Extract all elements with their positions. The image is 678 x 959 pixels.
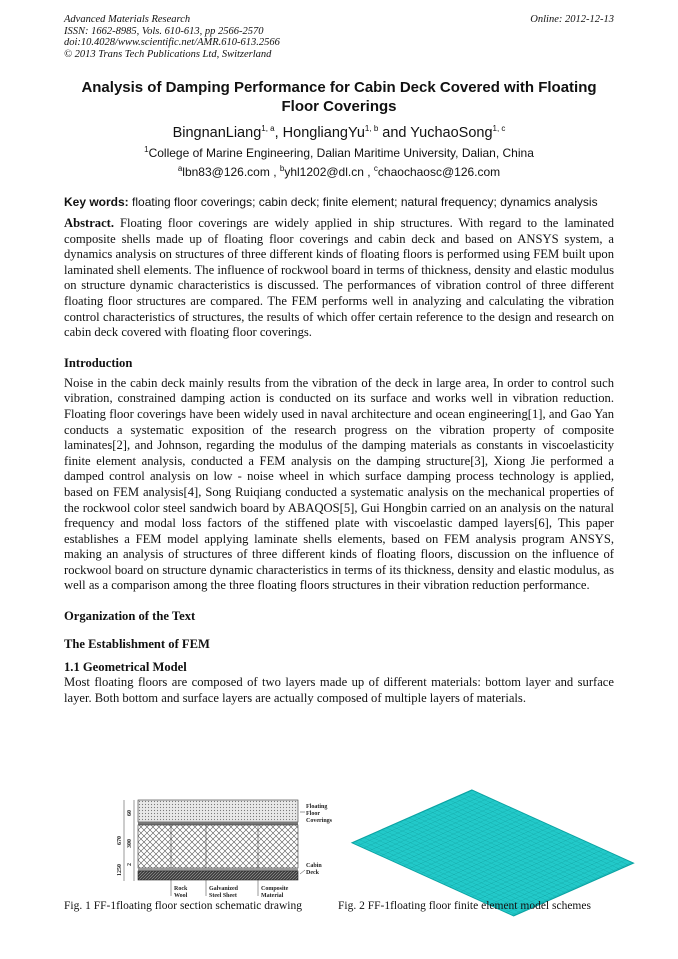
keywords-text: floating floor coverings; cabin deck; finite element; natural frequency; dynamics analysis (128, 195, 598, 209)
author-list (64, 125, 614, 141)
label-floating: Floating (306, 804, 328, 810)
label-deck: Deck (306, 870, 319, 876)
cabin-deck-layer (138, 871, 298, 880)
floating-floor-top-layer (138, 800, 298, 822)
introduction-text: Noise in the cabin deck mainly results from the vibration of the deck in large area, In order to control such vibration, constrained damping action is conducted on its surface and works well in vibration reduction. Floating floor coverings have been widely used in naval architecture and ocean engineering[1], and Gao Yan conducts a systematic exposition of the research progress on the vibration property of composite laminates[2], and Johnson, regarding the modulus of the damping materials as constants in viscoelasticity finite element analysis, conducted a FEM analysis on the damping structure[3], Xiong Jie performed a damped control analysis on low - noise wheel in which surface damping process technology is applied, based on FEM analysis[4], Song Ruiqiang conducted a systematic analysis on the mechanical properties of the rockwool color steel sandwich board by ABAQOS[5], Gui Hongbin carried on an analysis on the natural frequency and modal loss factors of the stiffened plate with viscoelastic damped layers[6], This paper establishes a FEM model applying laminate shells elements, based on FEM analysis program ANSYS, making an analysis of structures of three different kinds of floating floors, discussion on the influence of rockwool board on structure dynamic characteristics in terms of its thickness, density and elastic modulus, as well as a comparison among the three floating floors structures in their vibration reduction performance. (64, 375, 614, 593)
dimension-mid: 300 (127, 839, 133, 848)
email-list (64, 165, 614, 179)
abstract-label: Abstract. (64, 216, 115, 230)
section-heading-introduction: Introduction (64, 355, 133, 370)
figure-row (64, 788, 614, 918)
email-sup: c (373, 164, 378, 173)
figure-1-caption: Fig. 1 FF-1floating floor section schematic drawing (64, 900, 302, 912)
label-rock: Rock (174, 886, 188, 892)
email-link[interactable]: lbn83@126.com (182, 165, 270, 179)
keywords-label: Key words: (64, 195, 129, 209)
section-heading-fem: The Establishment of FEM (64, 637, 210, 652)
label-galvanized: Galvanized (209, 886, 239, 892)
journal-header (64, 14, 614, 60)
dimension-low: 2 (127, 863, 133, 866)
author-sup: 1, c (492, 124, 506, 134)
affiliation-sup: 1 (144, 145, 149, 154)
composite-material-layer (138, 868, 298, 871)
geometrical-text: Most floating floors are composed of two layers made up of different materials: bottom layer and surface layer. Both bottom and surface layers are actually composed of multiple layers of materials. (64, 675, 614, 705)
doi-line: doi:10.4028/www.scientific.net/AMR.610-613.2566 (64, 37, 280, 48)
figure-2-fem-mesh (354, 788, 604, 888)
galvanized-steel-sheet-layer (138, 822, 298, 825)
dimension-bottom: 1250 (117, 864, 123, 876)
paper-title: Analysis of Damping Performance for Cabin Deck Covered with Floating Floor Coverings (81, 79, 597, 115)
author-sup: 1, b (364, 124, 379, 134)
figure-1-section-drawing (108, 788, 338, 899)
author-name: BingnanLiang (172, 125, 262, 141)
label-coverings: Coverings (306, 818, 332, 824)
email-separator: , (363, 165, 374, 179)
label-cabin: Cabin (306, 863, 322, 869)
author-sup: 1, a (261, 124, 275, 134)
email-sup: a (177, 164, 183, 173)
label-wool: Wool (174, 893, 188, 899)
label-composite: Composite (261, 886, 289, 892)
dimension-top: 60 (127, 810, 133, 816)
dimension-total: 670 (117, 836, 123, 845)
email-sup: b (279, 164, 285, 173)
email-separator: , (269, 165, 280, 179)
email-link[interactable]: chaochaosc@126.com (377, 165, 501, 179)
online-date: Online: 2012-12-13 (530, 14, 614, 25)
author-separator: and (378, 125, 411, 141)
abstract (64, 216, 614, 341)
author-separator: , (274, 125, 283, 141)
author-name: HongliangYu (282, 125, 365, 141)
label-steel-sheet: Steel Sheet (209, 893, 237, 899)
label-material: Material (261, 893, 284, 899)
rock-wool-layer (138, 825, 298, 868)
copyright-line: © 2013 Trans Tech Publications Ltd, Switzerland (64, 48, 272, 60)
subsection-heading-geometrical: 1.1 Geometrical Model (64, 660, 187, 675)
affiliation-text: College of Marine Engineering, Dalian Maritime University, Dalian, China (148, 146, 534, 160)
fem-mesh-plate (352, 790, 634, 916)
journal-name: Advanced Materials Research (64, 14, 191, 25)
affiliation (64, 146, 614, 160)
author-name: YuchaoSong (410, 125, 493, 141)
label-floor: Floor (306, 811, 320, 817)
issn-line: ISSN: 1662-8985, Vols. 610-613, pp 2566-2570 (64, 25, 264, 37)
email-link[interactable]: yhl1202@dl.cn (284, 165, 364, 179)
keywords (64, 195, 614, 210)
figure-2-caption: Fig. 2 FF-1floating floor finite element model schemes (338, 900, 591, 912)
paper-page (64, 14, 614, 912)
section-heading-organization: Organization of the Text (64, 609, 196, 624)
abstract-text: Floating floor coverings are widely applied in ship structures. With regard to the laminated composite shells made up of floating floor coverings and cabin deck and based on ANSYS system, a dynamics analysis on structures of three different kinds of floating floors is performed using FEM built upon laminated shell elements. The influence of rockwool board in terms of thickness, density and elastic modulus on structure dynamic characteristics is discussed. The performances of vibration control of three different floating floor structures are compared. The FEM performs well in analyzing and calculating the vibration control characteristics of structures, the results of which offer certain reference to the design and research on cabin deck covered with floating floor coverings. (64, 216, 614, 340)
